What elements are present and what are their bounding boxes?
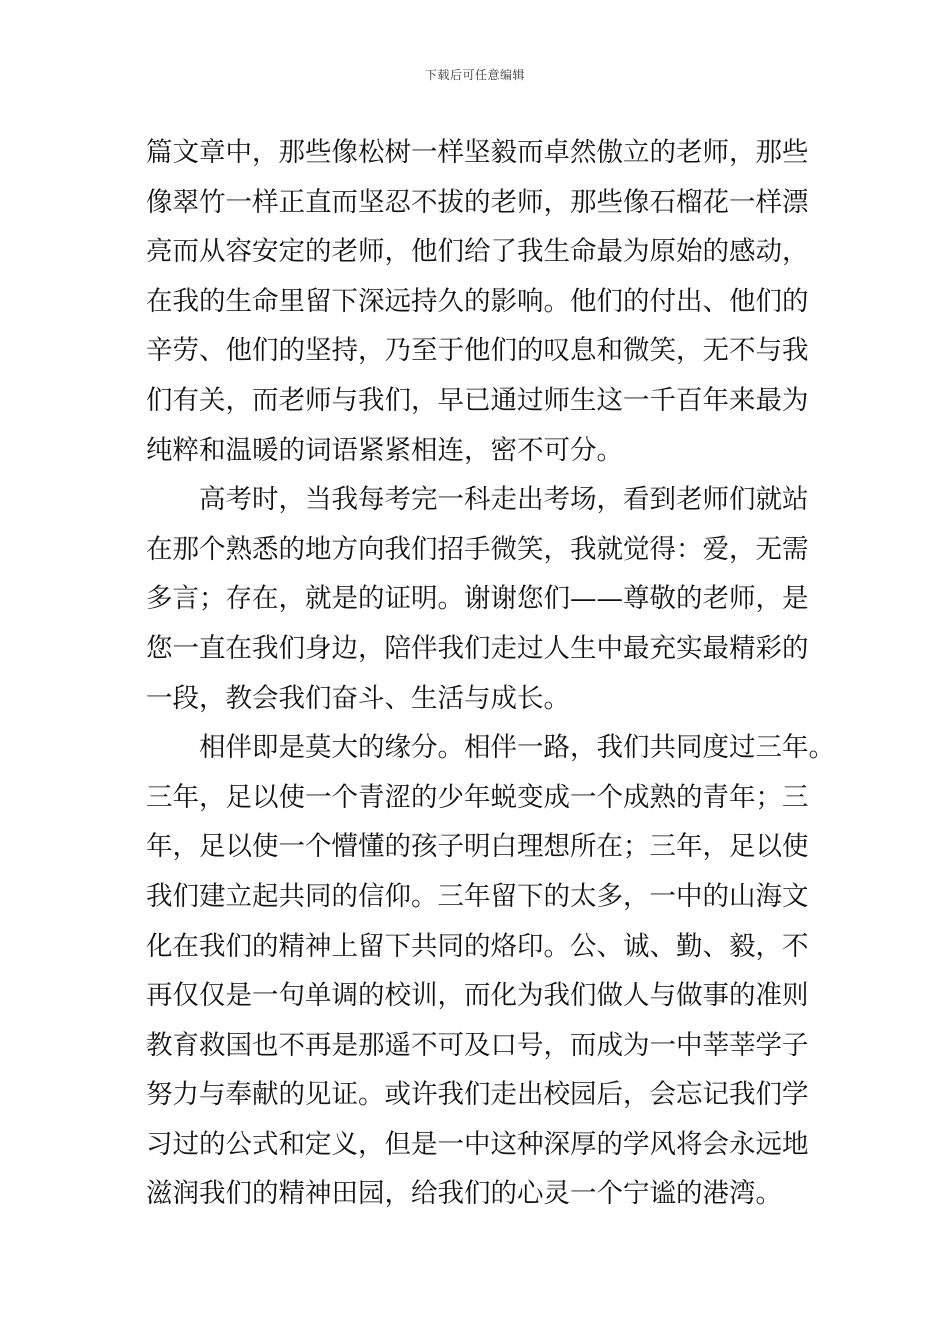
text-line: 习过的公式和定义，但是一中这种深厚的学风将会永远地 — [146, 1128, 809, 1160]
text-line: 年，足以使一个懵懂的孩子明白理想所在；三年，足以使 — [146, 831, 809, 863]
page-header: 下载后可任意编辑 — [424, 68, 525, 82]
text-line: 努力与奉献的见证。或许我们走出校园后，会忘记我们学 — [146, 1079, 809, 1111]
text-line: 我们建立起共同的信仰。三年留下的太多，一中的山海文 — [146, 880, 809, 912]
text-line: 在那个熟悉的地方向我们招手微笑，我就觉得：爱，无需 — [146, 533, 809, 565]
text-line: 教育救国也不再是那遥不可及口号，而成为一中莘莘学子 — [146, 1029, 809, 1061]
text-line: 滋润我们的精神田园，给我们的心灵一个宁谧的港湾。 — [146, 1178, 782, 1210]
text-line: 辛劳、他们的坚持，乃至于他们的叹息和微笑，无不与我 — [146, 335, 809, 367]
text-line: 多言；存在，就是的证明。谢谢您们——尊敬的老师，是 — [146, 583, 809, 615]
document-body — [146, 128, 835, 1219]
text-line: 亮而从容安定的老师，他们给了我生命最为原始的感动， — [146, 236, 809, 268]
text-line: 纯粹和温暖的词语紧紧相连，密不可分。 — [146, 434, 623, 466]
text-line: 一段，教会我们奋斗、生活与成长。 — [146, 682, 570, 714]
text-line: 篇文章中，那些像松树一样坚毅而卓然傲立的老师，那些 — [146, 137, 809, 168]
text-line: 化在我们的精神上留下共同的烙印。公、诚、勤、毅，不 — [146, 930, 809, 962]
text-line: 您一直在我们身边，陪伴我们走过人生中最充实最精彩的 — [146, 632, 809, 664]
text-line: 再仅仅是一句单调的校训，而化为我们做人与做事的准则 — [146, 980, 809, 1012]
text-line: 在我的生命里留下深远持久的影响。他们的付出、他们的 — [146, 285, 809, 317]
text-line: 高考时，当我每考完一科走出考场，看到老师们就站 — [146, 484, 809, 516]
text-line: 相伴即是莫大的缘分。相伴一路，我们共同度过三年。 — [146, 732, 835, 764]
text-line: 们有关，而老师与我们，早已通过师生这一千百年来最为 — [146, 384, 809, 416]
text-line: 三年，足以使一个青涩的少年蜕变成一个成熟的青年；三 — [146, 781, 809, 813]
text-line: 像翠竹一样正直而坚忍不拔的老师，那些像石榴花一样漂 — [146, 186, 809, 218]
